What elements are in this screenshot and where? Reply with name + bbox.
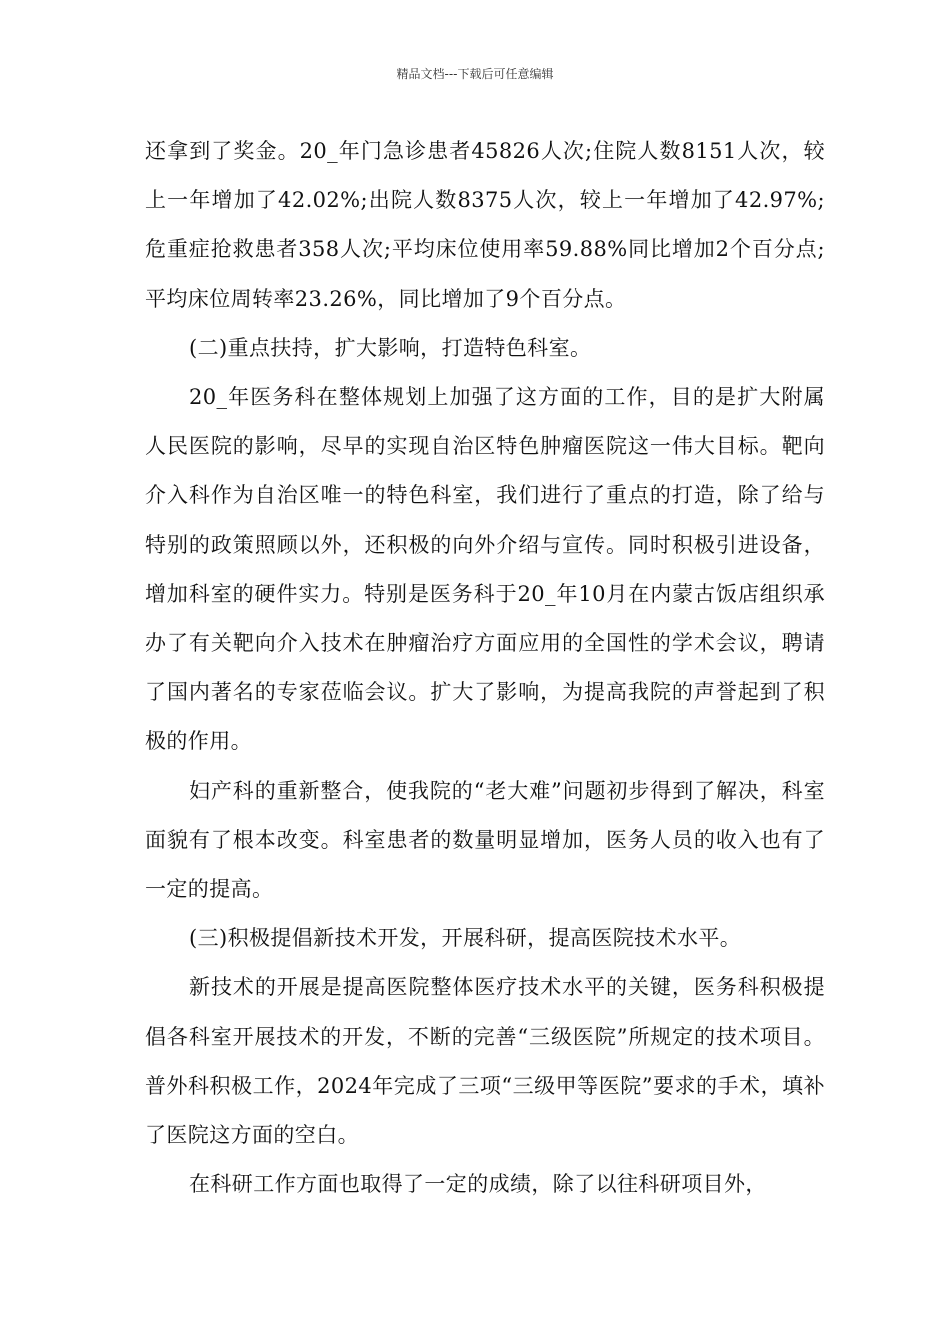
document-body: [145, 127, 825, 1209]
paragraph-research: 在科研工作方面也取得了一定的成绩，除了以往科研项目外，: [189, 1172, 767, 1197]
paragraph-special-department: 20_年医务科在整体规划上加强了这方面的工作，目的是扩大附属人民医院的影响，尽早的实现自治区特色肿瘤医院这一伟大目标。靶向介入科作为自治区唯一的特色科室，我们进行了重点的打造，除了给与特别的政策照顾以外，还积极的向外介绍与宣传。同时积极引进设备，增加科室的硬件实力。特别是医务科于20_年10月在内蒙古饭店组织承办了有关靶向介入技术在肿瘤治疗方面应用的全国性的学术会议，聘请了国内著名的专家莅临会议。扩大了影响，为提高我院的声誉起到了积极的作用。: [145, 385, 825, 754]
paragraph-obstetrics: 妇产科的重新整合，使我院的“老大难”问题初步得到了解决，科室面貌有了根本改变。科室患者的数量明显增加，医务人员的收入也有了一定的提高。: [145, 778, 825, 902]
paragraph-new-technology: 新技术的开展是提高医院整体医疗技术水平的关键，医务科积极提倡各科室开展技术的开发，不断的完善“三级医院”所规定的技术项目。普外科积极工作，2024年完成了三项“三级甲等医院”要求的手术，填补了医院这方面的空白。: [145, 975, 825, 1148]
paragraph-statistics: 还拿到了奖金。20_年门急诊患者45826人次;住院人数8151人次，较上一年增加了42.02%;出院人数8375人次，较上一年增加了42.97%;危重症抢救患者358人次;平均床位使用率59.88%同比增加2个百分点;平均床位周转率23.26%，同比增加了9个百分点。: [145, 139, 825, 311]
page-header: 精品文档---下载后可任意编辑: [396, 67, 554, 81]
section-heading-3: (三)积极提倡新技术开发，开展科研，提高医院技术水平。: [189, 926, 742, 951]
section-heading-2: (二)重点扶持，扩大影响，打造特色科室。: [189, 335, 592, 360]
